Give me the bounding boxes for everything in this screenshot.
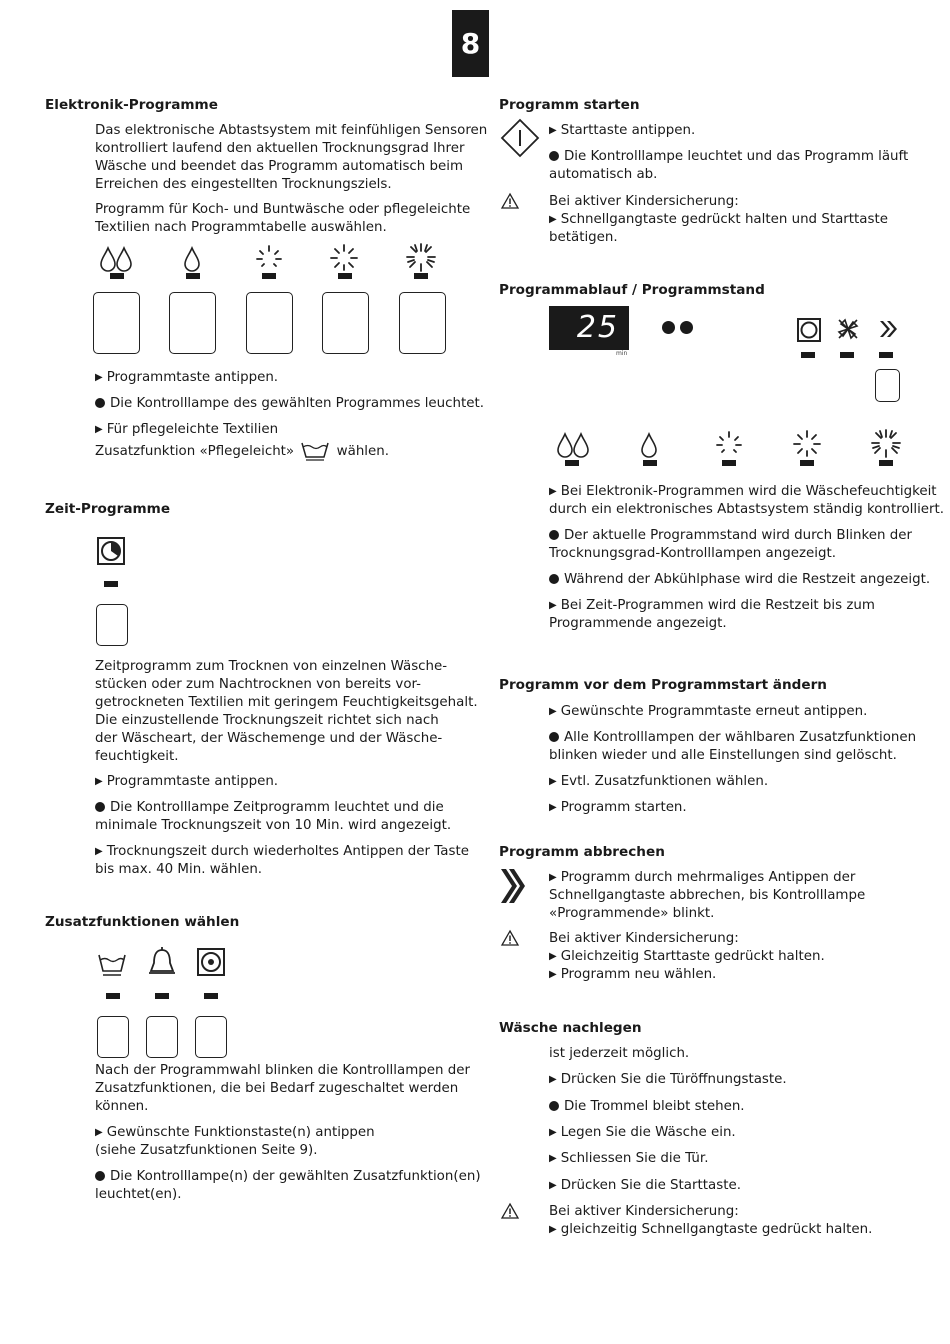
step-text: Schliessen Sie die Tür. xyxy=(560,1151,709,1166)
text-line: Zusatzfunktionen, die bei Bedarf zugeschaltet werden xyxy=(95,1081,459,1096)
warning-text: betätigen. xyxy=(549,230,618,245)
play-triangle-icon: ▶ xyxy=(549,1127,557,1138)
step-text: Evtl. Zusatzfunktionen wählen. xyxy=(560,774,769,789)
easy-care-tub-icon xyxy=(97,951,127,977)
starten-step-1 xyxy=(549,122,695,140)
extra-dry-drops-icon xyxy=(557,432,591,460)
step-text: Programm starten. xyxy=(560,800,687,815)
drum-drying-icon xyxy=(797,318,821,342)
indicator-lamp xyxy=(879,352,893,358)
step-text: (siehe Zusatzfunktionen Seite 9). xyxy=(95,1143,318,1158)
zeit-step-1 xyxy=(95,773,278,791)
indicator-lamp xyxy=(106,993,120,999)
step-text: Trocknungsgrad-Kontrolllampen angezeigt. xyxy=(549,546,836,561)
play-triangle-icon: ▶ xyxy=(95,846,103,857)
indicator-lamp xyxy=(155,993,169,999)
program-button-cupboard-dry[interactable] xyxy=(322,292,369,354)
heading-waesche-nachlegen: Wäsche nachlegen xyxy=(499,1020,642,1036)
play-triangle-icon: ▶ xyxy=(549,969,557,980)
indicator-lamp xyxy=(414,273,428,279)
play-triangle-icon: ▶ xyxy=(95,424,103,435)
step-text: Trocknungszeit durch wiederholtes Antippen der Taste xyxy=(106,844,469,859)
easy-care-tub-icon xyxy=(300,439,330,461)
program-button-dry[interactable] xyxy=(169,292,216,354)
cupboard-dry-sparkle-icon xyxy=(793,430,821,458)
zeit-description-paragraph xyxy=(95,658,478,766)
warning-text: Programm neu wählen. xyxy=(560,967,717,982)
text-line: Textilien nach Programmtabelle auswählen. xyxy=(95,220,387,235)
filled-circle-icon xyxy=(549,574,559,584)
step-text: leuchtet(en). xyxy=(95,1187,182,1202)
play-triangle-icon: ▶ xyxy=(549,486,557,497)
heading-zeit-programme: Zeit-Programme xyxy=(45,501,171,517)
play-triangle-icon: ▶ xyxy=(549,951,557,962)
warning-triangle-icon xyxy=(501,930,519,946)
step-text: Bei Zeit-Programmen wird die Restzeit bis zum xyxy=(560,598,875,613)
buzzer-button[interactable] xyxy=(146,1016,178,1058)
abbrechen-warning xyxy=(549,930,825,984)
warning-triangle-icon xyxy=(501,1203,519,1219)
text-line: Das elektronische Abtastsystem mit feinfühligen Sensoren xyxy=(95,123,488,138)
abbrechen-step-1 xyxy=(549,869,865,923)
step-text: Drücken Sie die Starttaste. xyxy=(560,1178,741,1193)
text-line: Erreichen des eingestellten Trocknungsziels. xyxy=(95,177,392,192)
starten-warning xyxy=(549,193,888,247)
step-text: Programmtaste antippen. xyxy=(106,370,279,385)
elektronik-step-3 xyxy=(95,421,389,461)
fast-dry-button[interactable] xyxy=(875,369,900,402)
ablauf-step-1 xyxy=(549,483,944,519)
indicator-lamp xyxy=(801,352,815,358)
step-text: Starttaste antippen. xyxy=(560,123,696,138)
cooling-fan-icon xyxy=(837,318,859,340)
starten-step-2 xyxy=(549,148,908,184)
heading-programmablauf: Programmablauf / Programmstand xyxy=(499,282,765,298)
step-text: Alle Kontrolllampen der wählbaren Zusatzfunktionen xyxy=(564,730,917,745)
extra-dry-sparkle-icon xyxy=(406,243,436,273)
indicator-lamp xyxy=(840,352,854,358)
zusatz-description-paragraph xyxy=(95,1062,470,1116)
text-line: kontrolliert laufend den aktuellen Trocknungsgrad Ihrer xyxy=(95,141,465,156)
play-triangle-icon: ▶ xyxy=(549,776,557,787)
warning-triangle-icon xyxy=(501,193,519,209)
display-value: 25 xyxy=(576,310,619,345)
indicator-lamp xyxy=(565,460,579,466)
gentle-drum-icon xyxy=(197,948,225,976)
elektronik-selection-paragraph xyxy=(95,201,470,237)
nachlegen-step-3 xyxy=(549,1124,736,1142)
warning-text: Schnellgangtaste gedrückt halten und Starttaste xyxy=(560,212,888,227)
zeit-step-2 xyxy=(95,799,451,835)
text-line: Die einzustellende Trocknungszeit richtet sich nach xyxy=(95,713,439,728)
play-triangle-icon: ▶ xyxy=(549,802,557,813)
play-triangle-icon: ▶ xyxy=(549,214,557,225)
step-text: automatisch ab. xyxy=(549,167,658,182)
play-triangle-icon: ▶ xyxy=(549,1153,557,1164)
aendern-step-3 xyxy=(549,773,768,791)
time-display xyxy=(549,306,629,350)
play-triangle-icon: ▶ xyxy=(549,1224,557,1235)
step-text: bis max. 40 Min. wählen. xyxy=(95,862,263,877)
play-triangle-icon: ▶ xyxy=(95,776,103,787)
single-drop-icon xyxy=(641,432,659,460)
program-button-extra-dry[interactable] xyxy=(93,292,140,354)
timer-program-button[interactable] xyxy=(96,604,128,646)
play-triangle-icon: ▶ xyxy=(95,372,103,383)
filled-circle-icon xyxy=(549,1101,559,1111)
elektronik-intro-paragraph xyxy=(95,122,487,194)
warning-text: Bei aktiver Kindersicherung: xyxy=(549,194,739,209)
play-triangle-icon: ▶ xyxy=(549,706,557,717)
elektronik-step-2 xyxy=(95,395,484,413)
indicator-lamp xyxy=(110,273,124,279)
step-text: Für pflegeleichte Textilien xyxy=(106,422,279,437)
warning-text: Bei aktiver Kindersicherung: xyxy=(549,1204,739,1219)
step-text: Bei Elektronik-Programmen wird die Wäschefeuchtigkeit xyxy=(560,484,937,499)
warning-text: gleichzeitig Schnellgangtaste gedrückt halten. xyxy=(560,1222,873,1237)
step-text: Drücken Sie die Türöffnungstaste. xyxy=(560,1072,787,1087)
program-end-chevron-icon xyxy=(879,320,899,338)
heading-programm-abbrechen: Programm abbrechen xyxy=(499,844,665,860)
step-text: Programm durch mehrmaliges Antippen der xyxy=(560,870,856,885)
zeit-step-3 xyxy=(95,843,469,879)
indicator-lamp xyxy=(722,460,736,466)
filled-circle-icon xyxy=(95,398,105,408)
step-text: Programmtaste antippen. xyxy=(106,774,279,789)
elektronik-step-1 xyxy=(95,369,278,387)
easy-care-button[interactable] xyxy=(97,1016,129,1058)
indicator-lamp xyxy=(262,273,276,279)
nachlegen-step-4 xyxy=(549,1150,708,1168)
separator-dot xyxy=(662,321,675,334)
program-button-iron-dry[interactable] xyxy=(246,292,293,354)
double-chevron-icon xyxy=(500,868,526,904)
separator-dot xyxy=(680,321,693,334)
heading-programm-starten: Programm starten xyxy=(499,97,640,113)
aendern-step-1 xyxy=(549,703,867,721)
nachlegen-step-1 xyxy=(549,1071,787,1089)
text-line: der Wäscheart, der Wäschemenge und der Wäsche- xyxy=(95,731,443,746)
iron-dry-sparkle-icon xyxy=(715,430,743,458)
step-text: Die Kontrolllampe leuchtet und das Programm läuft xyxy=(564,149,909,164)
play-triangle-icon: ▶ xyxy=(549,1180,557,1191)
text-line: Programm für Koch- und Buntwäsche oder pflegeleichte xyxy=(95,202,471,217)
play-triangle-icon: ▶ xyxy=(549,872,557,883)
single-drop-icon xyxy=(184,246,202,274)
heading-zusatzfunktionen: Zusatzfunktionen wählen xyxy=(45,914,240,930)
indicator-lamp xyxy=(643,460,657,466)
indicator-lamp xyxy=(104,581,118,587)
gentle-button[interactable] xyxy=(195,1016,227,1058)
text-line: Wäsche und beendet das Programm automatisch beim xyxy=(95,159,464,174)
step-text: Die Kontrolllampe(n) der gewählten Zusatzfunktion(en) xyxy=(110,1169,481,1184)
play-triangle-icon: ▶ xyxy=(95,1127,103,1138)
nachlegen-step-5 xyxy=(549,1177,741,1195)
iron-dry-sparkle-icon xyxy=(255,244,283,272)
play-triangle-icon: ▶ xyxy=(549,125,557,136)
text-line: stücken oder zum Nachtrocknen von bereits vor- xyxy=(95,677,422,692)
indicator-lamp xyxy=(186,273,200,279)
filled-circle-icon xyxy=(549,732,559,742)
step-text: wählen. xyxy=(336,444,390,459)
extra-dry-drops-icon xyxy=(100,246,134,274)
extra-dry-sparkle-icon xyxy=(871,429,901,459)
step-text: Die Kontrolllampe Zeitprogramm leuchtet und die xyxy=(110,800,444,815)
ablauf-step-2 xyxy=(549,527,912,563)
warning-text: Gleichzeitig Starttaste gedrückt halten. xyxy=(560,949,825,964)
program-button-extra[interactable] xyxy=(399,292,446,354)
step-text: Programmende angezeigt. xyxy=(549,616,727,631)
step-text: Gewünschte Programmtaste erneut antippen. xyxy=(560,704,868,719)
step-text: Schnellgangtaste abbrechen, bis Kontrolllampe xyxy=(549,888,866,903)
nachlegen-warning xyxy=(549,1203,872,1239)
step-text: Die Trommel bleibt stehen. xyxy=(564,1099,745,1114)
start-diamond-icon xyxy=(501,119,539,157)
play-triangle-icon: ▶ xyxy=(549,1074,557,1085)
timer-program-icon xyxy=(97,537,125,565)
step-text: Die Kontrolllampe des gewählten Programmes leuchtet. xyxy=(110,396,484,411)
step-text: Während der Abkühlphase wird die Restzeit angezeigt. xyxy=(564,572,931,587)
zusatz-step-1 xyxy=(95,1124,375,1160)
step-text: minimale Trocknungszeit von 10 Min. wird angezeigt. xyxy=(95,818,452,833)
display-unit: min xyxy=(616,350,628,357)
warning-text: Bei aktiver Kindersicherung: xyxy=(549,931,739,946)
nachlegen-intro: ist jederzeit möglich. xyxy=(549,1046,690,1061)
indicator-lamp xyxy=(879,460,893,466)
step-text: durch ein elektronisches Abtastsystem ständig kontrolliert. xyxy=(549,502,945,517)
zusatz-step-2 xyxy=(95,1168,481,1204)
ablauf-step-3 xyxy=(549,571,930,589)
aendern-step-2 xyxy=(549,729,916,765)
filled-circle-icon xyxy=(95,802,105,812)
step-text: Legen Sie die Wäsche ein. xyxy=(560,1125,736,1140)
ablauf-step-4 xyxy=(549,597,875,633)
indicator-lamp xyxy=(338,273,352,279)
heading-programm-aendern: Programm vor dem Programmstart ändern xyxy=(499,677,827,693)
step-text: Gewünschte Funktionstaste(n) antippen xyxy=(106,1125,375,1140)
aendern-step-4 xyxy=(549,799,687,817)
step-text: Zusatzfunktion «Pflegeleicht» xyxy=(95,444,295,459)
filled-circle-icon xyxy=(549,530,559,540)
text-line: Zeitprogramm zum Trocknen von einzelnen Wäsche- xyxy=(95,659,448,674)
step-text: «Programmende» blinkt. xyxy=(549,906,715,921)
play-triangle-icon: ▶ xyxy=(549,600,557,611)
cupboard-dry-sparkle-icon xyxy=(330,244,358,272)
indicator-lamp xyxy=(800,460,814,466)
text-line: getrockneten Textilien mit geringem Feuchtigkeitsgehalt. xyxy=(95,695,478,710)
step-text: Der aktuelle Programmstand wird durch Blinken der xyxy=(564,528,913,543)
step-text: blinken wieder und alle Einstellungen sind gelöscht. xyxy=(549,748,897,763)
indicator-lamp xyxy=(204,993,218,999)
text-line: Nach der Programmwahl blinken die Kontrolllampen der xyxy=(95,1063,470,1078)
filled-circle-icon xyxy=(549,151,559,161)
page-number: 8 xyxy=(452,10,489,77)
bell-icon xyxy=(147,945,177,979)
text-line: können. xyxy=(95,1099,149,1114)
heading-elektronik-programme: Elektronik-Programme xyxy=(45,97,218,113)
filled-circle-icon xyxy=(95,1171,105,1181)
nachlegen-step-2 xyxy=(549,1098,745,1116)
text-line: feuchtigkeit. xyxy=(95,749,179,764)
